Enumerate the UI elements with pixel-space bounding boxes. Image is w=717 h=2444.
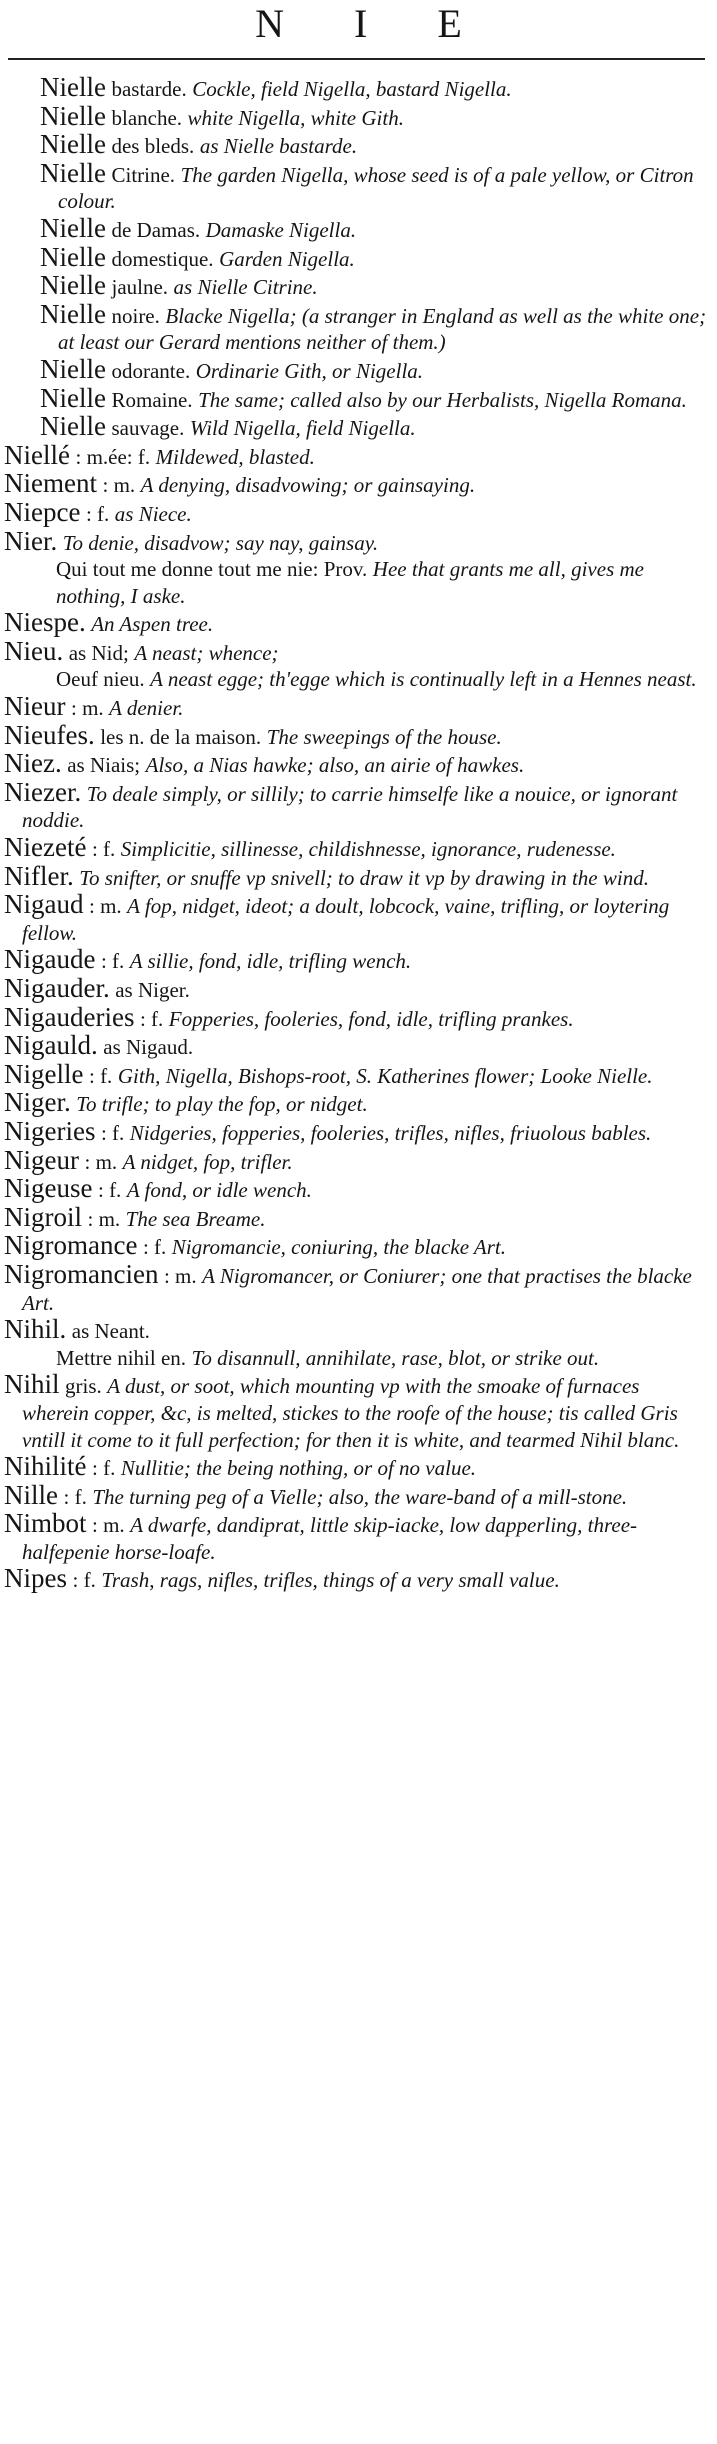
dictionary-entry	[0, 1510, 717, 1565]
dictionary-entry	[0, 1258, 717, 1316]
entry-definition: Simplicitie, sillinesse, childishnesse, ignorance, rudenesse.	[120, 837, 616, 862]
entry-grammar: Mettre nihil en.	[56, 1345, 187, 1370]
entry-headword: Nihil.	[4, 1314, 67, 1345]
entry-headword: Nielle	[40, 353, 106, 384]
dictionary-entry	[0, 1479, 717, 1511]
entry-definition: An Aspen tree.	[91, 612, 214, 637]
dictionary-entry	[0, 1453, 717, 1482]
entry-headword: Niement	[4, 468, 97, 499]
entry-headword: Nielle	[40, 212, 106, 243]
entry-headword: Nigauder.	[4, 973, 110, 1003]
entry-definition: Nigromancie, coniuring, the blacke Art.	[171, 1235, 506, 1260]
entry-headword: Niellé	[4, 439, 70, 470]
entry-definition: A nidget, fop, trifler.	[122, 1149, 293, 1174]
entry-headword: Nielle	[40, 129, 106, 160]
entry-headword: Nigromance	[4, 1230, 138, 1261]
entry-grammar: de Damas.	[111, 217, 201, 242]
entry-grammar: as Neant.	[71, 1319, 150, 1344]
entry-definition: A denying, disadvowing; or gainsaying.	[140, 473, 476, 498]
dictionary-entry	[0, 1144, 717, 1176]
entry-definition: A fop, nidget, ideot; a doult, lobcock, vaine, trifling, or loytering fellow.	[22, 894, 670, 945]
dictionary-entry	[0, 860, 717, 892]
entry-definition: Gith, Nigella, Bishops-root, S. Katherines flower; Looke Nielle.	[117, 1063, 653, 1088]
dictionary-entry	[0, 525, 717, 557]
entry-definition: Cockle, field Nigella, bastard Nigella.	[192, 77, 512, 101]
entry-definition: A dust, or soot, which mounting vp with the smoake of furnaces wherein copper, &c, is melted, stickes to the roofe of the house; tis called Gris vntill it come to it full perfection; for then it is white, and tearmed Nihil blanc.	[22, 1374, 680, 1452]
entry-grammar: : f.	[100, 949, 125, 974]
entry-grammar: : f.	[72, 1568, 96, 1593]
entry-definition: Fopperies, fooleries, fond, idle, trifling prankes.	[168, 1006, 574, 1031]
entry-headword: Niez.	[4, 748, 62, 779]
entry-grammar: : f.	[142, 1235, 167, 1260]
dictionary-entry	[0, 975, 717, 1004]
dictionary-entry	[0, 1089, 717, 1118]
entry-grammar: odorante.	[111, 358, 191, 383]
entry-grammar: : m.	[84, 1149, 118, 1174]
entry-headword: Nielle	[40, 382, 106, 413]
entry-headword: Niespe.	[4, 607, 86, 638]
entry-headword: Nier.	[4, 525, 58, 556]
entry-grammar: Qui tout me donne tout me nie: Prov.	[56, 557, 368, 582]
dictionary-entry	[0, 891, 717, 946]
entry-definition: Mildewed, blasted.	[155, 444, 315, 469]
dictionary-entry	[0, 470, 717, 499]
dictionary-entry	[0, 693, 717, 722]
entry-grammar: domestique.	[111, 246, 214, 271]
dictionary-entry	[0, 776, 717, 834]
entry-headword: Nielle	[40, 241, 106, 272]
entry-grammar: : m.	[88, 894, 122, 919]
dictionary-entry	[0, 1058, 717, 1090]
entry-grammar: blanche.	[111, 105, 183, 130]
entry-definition: The sweepings of the house.	[266, 724, 502, 749]
entry-definition: A sillie, fond, idle, trifling wench.	[129, 949, 412, 974]
dictionary-entry	[0, 609, 717, 638]
entry-definition: To denie, disadvow; say nay, gainsay.	[62, 530, 379, 555]
entry-definition: To disannull, annihilate, rase, blot, or strike out.	[191, 1345, 600, 1370]
entry-list	[0, 74, 717, 1594]
dictionary-entry	[0, 382, 717, 414]
page-header	[0, 0, 717, 60]
entry-headword: Nigeur	[4, 1144, 79, 1175]
header-rule	[8, 58, 705, 60]
entry-headword: Nigromancien	[4, 1258, 159, 1289]
entry-definition: Nidgeries, fopperies, fooleries, trifles, nifles, friuolous bables.	[129, 1120, 652, 1145]
entry-headword: Nimbot	[4, 1508, 87, 1539]
entry-headword: Nielle	[40, 72, 106, 102]
entry-headword: Nieufes.	[4, 719, 95, 750]
entry-grammar: Romaine.	[111, 387, 193, 412]
entry-definition: Damaske Nigella.	[205, 217, 357, 242]
dictionary-entry	[0, 1232, 717, 1261]
entry-grammar: : f.	[91, 837, 116, 862]
entry-definition: as Nielle Citrine.	[173, 275, 318, 300]
dictionary-entry	[0, 834, 717, 863]
entry-definition: The same; called also by our Herbalists, Nigella Romana.	[198, 387, 687, 412]
entry-headword: Nihilité	[4, 1451, 87, 1482]
entry-grammar: : m.	[70, 696, 104, 721]
entry-definition: Wild Nigella, field Nigella.	[189, 416, 416, 441]
entry-definition: as Niece.	[114, 501, 192, 526]
entry-headword: Nille	[4, 1479, 58, 1510]
dictionary-entry	[0, 1032, 717, 1061]
dictionary-entry	[0, 719, 717, 751]
entry-grammar: : f.	[139, 1006, 164, 1031]
entry-definition: as Nielle bastarde.	[199, 134, 358, 159]
entry-grammar: jaulne.	[111, 275, 169, 300]
dictionary-entry	[0, 946, 717, 975]
entry-headword: Nigelle	[4, 1058, 84, 1089]
entry-grammar: : f.	[88, 1063, 113, 1088]
entry-headword: Nielle	[40, 298, 106, 329]
entry-headword: Niepce	[4, 496, 81, 527]
dictionary-entry	[0, 439, 717, 471]
entry-headword: Nielle	[40, 270, 106, 301]
entry-grammar: as Niais;	[67, 753, 141, 778]
entry-headword: Nielle	[40, 411, 106, 442]
entry-definition: To deale simply, or sillily; to carrie himselfe like a nouice, or ignorant noddie.	[22, 781, 678, 833]
entry-grammar: Oeuf nieu.	[56, 667, 145, 692]
dictionary-entry	[0, 635, 717, 667]
entry-definition: A denier.	[109, 696, 184, 721]
entry-definition: To trifle; to play the fop, or nidget.	[76, 1092, 368, 1117]
entry-grammar: : f.	[92, 1456, 116, 1481]
entry-headword: Nigeries	[4, 1115, 96, 1146]
entry-definition: Nullitie; the being nothing, or of no value.	[120, 1456, 477, 1481]
entry-definition: Hee that grants me all, gives me nothing, I aske.	[56, 557, 644, 608]
dictionary-entry	[0, 1565, 717, 1594]
dictionary-entry	[0, 1201, 717, 1233]
entry-grammar: as Nigaud.	[103, 1035, 194, 1060]
dictionary-entry	[0, 1316, 717, 1345]
entry-headword: Nigauderies	[4, 1001, 135, 1032]
entry-headword: Nigroil	[4, 1201, 82, 1232]
dictionary-entry	[0, 496, 717, 528]
entry-definition: A Nigromancer, or Coniurer; one that practises the blacke Art.	[22, 1263, 692, 1315]
entry-grammar: : f.	[100, 1120, 125, 1145]
entry-definition: Ordinarie Gith, or Nigella.	[195, 358, 424, 383]
entry-definition: A fond, or idle wench.	[126, 1178, 312, 1203]
entry-grammar: : m.	[163, 1263, 197, 1288]
entry-grammar: gris.	[65, 1374, 102, 1399]
entry-grammar: : m.	[92, 1513, 125, 1538]
entry-grammar: : m.	[102, 473, 136, 498]
entry-grammar: des bleds.	[111, 134, 195, 159]
entry-headword: Nigauld.	[4, 1030, 98, 1061]
entry-headword: Nieu.	[4, 635, 64, 666]
entry-grammar: as Nid;	[68, 640, 129, 665]
entry-definition: Trash, rags, nifles, trifles, things of a very small value.	[101, 1568, 560, 1593]
dictionary-entry	[0, 1001, 717, 1033]
entry-headword: Niger.	[4, 1087, 71, 1118]
dictionary-entry	[0, 353, 717, 385]
entry-grammar: : f.	[85, 501, 110, 526]
entry-headword: Nipes	[4, 1563, 67, 1594]
dictionary-entry	[0, 100, 717, 132]
dictionary-entry	[0, 272, 717, 301]
entry-grammar: as Niger.	[115, 978, 190, 1002]
entry-headword: Nigaude	[4, 944, 96, 975]
dictionary-entry	[0, 666, 717, 693]
entry-definition: The garden Nigella, whose seed is of a pale yellow, or Citron colour.	[58, 162, 694, 214]
entry-definition: The sea Breame.	[125, 1206, 266, 1231]
entry-headword: Nigaud	[4, 889, 84, 920]
dictionary-entry	[0, 157, 717, 215]
entry-headword: Nifler.	[4, 860, 74, 891]
entry-headword: Niezeté	[4, 832, 87, 863]
entry-grammar: noire.	[111, 303, 160, 328]
dictionary-entry	[0, 212, 717, 244]
dictionary-entry	[0, 413, 717, 442]
entry-definition: To snifter, or snuffe vp snivell; to draw it vp by drawing in the wind.	[79, 865, 649, 890]
dictionary-entry	[0, 74, 717, 103]
entry-headword: Nielle	[40, 100, 106, 131]
entry-definition: A neast; whence;	[134, 640, 279, 665]
dictionary-entry	[0, 1115, 717, 1147]
dictionary-entry	[0, 241, 717, 273]
entry-grammar: les n. de la maison.	[100, 724, 262, 749]
entry-definition: Also, a Nias hawke; also, an airie of hawkes.	[145, 753, 525, 778]
entry-grammar: Citrine.	[111, 162, 176, 187]
dictionary-entry	[0, 298, 717, 356]
dictionary-entry	[0, 131, 717, 160]
entry-definition: Garden Nigella.	[219, 246, 355, 271]
entry-headword: Nigeuse	[4, 1173, 93, 1204]
dictionary-entry	[0, 556, 717, 609]
dictionary-entry	[0, 750, 717, 779]
entry-definition: A dwarfe, dandiprat, little skip-iacke, low dapperling, three-halfepenie horse-loafe.	[22, 1513, 638, 1564]
entry-definition: white Nigella, white Gith.	[187, 105, 404, 130]
entry-grammar: bastarde.	[111, 77, 187, 101]
entry-headword: Nihil	[4, 1369, 60, 1400]
running-head: N I E	[255, 1, 492, 46]
entry-grammar: : f.	[63, 1484, 87, 1509]
entry-grammar: : m.ée: f.	[75, 444, 151, 469]
entry-headword: Nielle	[40, 157, 106, 188]
dictionary-entry	[0, 1345, 717, 1372]
entry-definition: The turning peg of a Vielle; also, the ware-band of a mill-stone.	[92, 1484, 628, 1509]
dictionary-entry	[0, 1175, 717, 1204]
dictionary-entry	[0, 1371, 717, 1453]
entry-definition: A neast egge; th'egge which is continually left in a Hennes neast.	[150, 667, 697, 692]
entry-headword: Niezer.	[4, 776, 82, 807]
entry-headword: Nieur	[4, 691, 66, 722]
entry-grammar: : f.	[97, 1178, 122, 1203]
entry-grammar: : m.	[87, 1206, 121, 1231]
entry-grammar: sauvage.	[111, 416, 185, 441]
entry-definition: Blacke Nigella; (a stranger in England as well as the white one; at least our Gerard mentions neither of them.)	[58, 303, 707, 355]
